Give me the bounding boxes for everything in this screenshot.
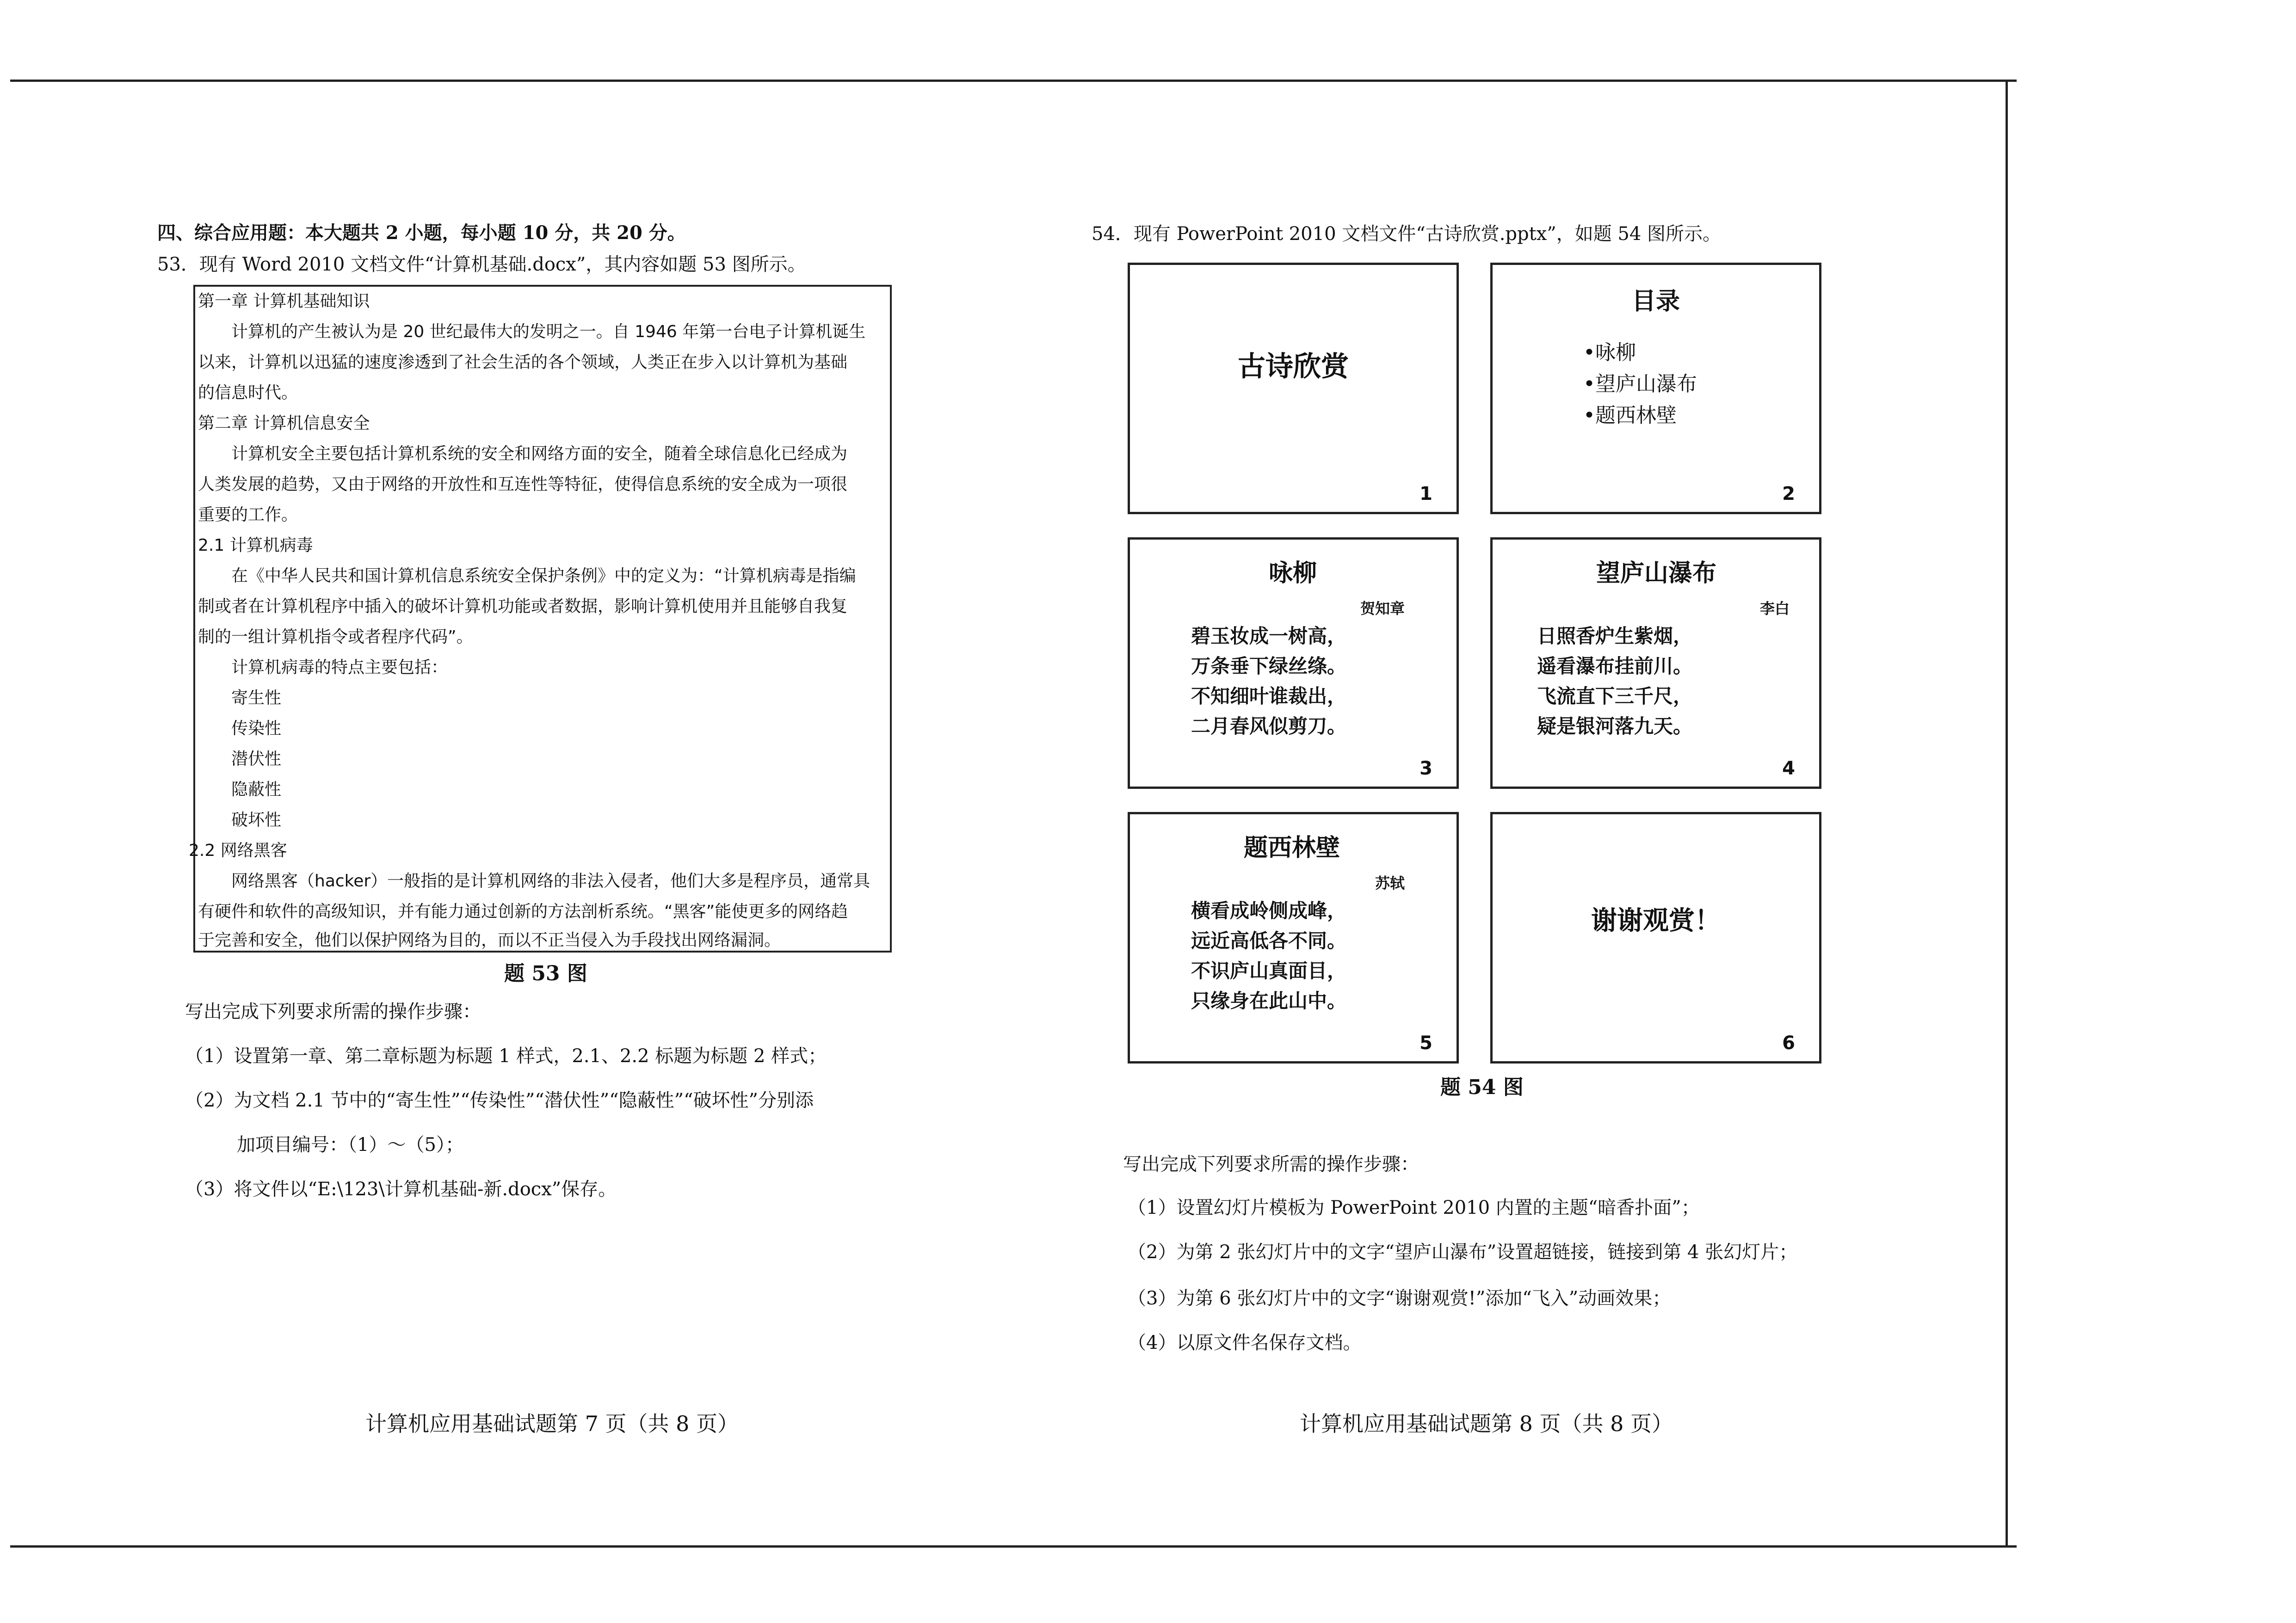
poem-line: 遥看瀑布挂前川。 (1537, 655, 1693, 678)
question-54-intro: 54．现有 PowerPoint 2010 文档文件“古诗欣赏.pptx”，如题 54 图所示。 (1092, 223, 1722, 245)
slide-number: 4 (1782, 758, 1795, 779)
poem-line: 飞流直下三千尺， (1537, 685, 1693, 708)
steps-prompt: 写出完成下列要求所需的操作步骤： (185, 1001, 481, 1022)
steps-prompt: 写出完成下列要求所需的操作步骤： (1123, 1154, 1419, 1175)
page-footer: 计算机应用基础试题第 8 页（共 8 页） (1300, 1411, 1673, 1436)
doc-heading-2-1: 2.1 计算机病毒 (198, 536, 313, 555)
poem-line: 日照香炉生紫烟， (1537, 625, 1693, 647)
doc-paragraph-line: 网络黑客（hacker）一般指的是计算机网络的非法入侵者，他们大多是程序员，通常具 (231, 872, 870, 891)
word-document-figure (189, 285, 892, 953)
doc-paragraph-line: 制的一组计算机指令或者程序代码”。 (198, 627, 473, 646)
slide-bullet: •望庐山瀑布 (1583, 372, 1697, 396)
slide-number: 1 (1420, 483, 1432, 504)
slide-thumbnail (1128, 537, 1459, 789)
section-title: 四、综合应用题：本大题共 2 小题，每小题 10 分，共 20 分。 (157, 222, 686, 244)
doc-paragraph-line: 重要的工作。 (198, 505, 298, 524)
figure-54-caption: 题 54 图 (1440, 1076, 1524, 1099)
poem-line: 横看成岭侧成峰， (1191, 899, 1347, 922)
doc-paragraph-line: 的信息时代。 (198, 383, 298, 402)
doc-feature-item: 隐蔽性 (231, 780, 282, 799)
slide-title: 古诗欣赏 (1238, 350, 1349, 383)
slide-number: 6 (1782, 1033, 1795, 1054)
doc-feature-item: 寄生性 (231, 689, 282, 707)
doc-paragraph-line: 计算机的产生被认为是 20 世纪最伟大的发明之一。自 1946 年第一台电子计算机诞生 (231, 322, 866, 341)
question-53-intro: 53．现有 Word 2010 文档文件“计算机基础.docx”，其内容如题 53 图所示。 (157, 254, 806, 275)
doc-feature-item: 传染性 (231, 719, 282, 738)
poem-line: 疑是银河落九天。 (1537, 715, 1693, 738)
poem-line: 万条垂下绿丝绦。 (1191, 655, 1347, 678)
slide-number: 3 (1420, 758, 1432, 779)
doc-paragraph-line: 有硬件和软件的高级知识，并有能力通过创新的方法剖析系统。“黑客”能使更多的网络趋 (198, 902, 848, 921)
poem-line: 不知细叶谁裁出， (1191, 685, 1347, 708)
slide-title: 咏柳 (1269, 559, 1317, 587)
doc-paragraph-line: 在《中华人民共和国计算机信息系统安全保护条例》中的定义为：“计算机病毒是指编 (231, 566, 856, 585)
doc-paragraph-line: 计算机病毒的特点主要包括： (231, 658, 448, 677)
slide-title: 谢谢观赏！ (1591, 906, 1721, 936)
slide-title: 题西林壁 (1244, 834, 1340, 862)
doc-feature-item: 破坏性 (231, 811, 282, 830)
slide-thumbnail (1490, 812, 1821, 1064)
slide-number: 5 (1420, 1033, 1432, 1054)
doc-feature-item: 潜伏性 (231, 750, 282, 768)
slide-bullet: •题西林壁 (1583, 404, 1677, 427)
poem-line: 碧玉妆成一树高， (1191, 625, 1347, 647)
slide-bullet: •咏柳 (1583, 341, 1636, 364)
slide-thumbnail (1128, 263, 1459, 514)
doc-paragraph-line: 制或者在计算机程序中插入的破坏计算机功能或者数据，影响计算机使用并且能够自我复 (198, 597, 848, 616)
slide-thumbnail (1490, 263, 1821, 514)
slide-poem (1537, 621, 1692, 741)
bottom-border-line (10, 1545, 2017, 1548)
step-item: （1）设置第一章、第二章标题为标题 1 样式，2.1、2.2 标题为标题 2 样式； (185, 1045, 827, 1067)
step-item: （1）设置幻灯片模板为 PowerPoint 2010 内置的主题“暗香扑面”； (1128, 1197, 1700, 1218)
poem-line: 只缘身在此山中。 (1191, 990, 1347, 1013)
step-item: （3）为第 6 张幻灯片中的文字“谢谢观赏!”添加“飞入”动画效果； (1128, 1288, 1671, 1309)
page-footer: 计算机应用基础试题第 7 页（共 8 页） (365, 1411, 739, 1436)
right-border-line (2006, 80, 2008, 1548)
slide-thumbnail (1128, 812, 1459, 1064)
slide-author: 李白 (1759, 600, 1790, 617)
doc-heading-chapter1: 第一章 计算机基础知识 (198, 292, 370, 311)
doc-paragraph-line: 以来，计算机以迅猛的速度渗透到了社会生活的各个领域，人类正在步入以计算机为基础 (198, 353, 848, 372)
figure-53-caption: 题 53 图 (504, 962, 587, 985)
slide-poem (1191, 896, 1346, 1016)
step-item: （2）为文档 2.1 节中的“寄生性”“传染性”“潜伏性”“隐蔽性”“破坏性”分别添 (185, 1090, 814, 1111)
step-item: 加项目编号：（1）～（5）； (237, 1134, 464, 1156)
doc-paragraph-line: 人类发展的趋势，又由于网络的开放性和互连性等特征，使得信息系统的安全成为一项很 (198, 475, 848, 494)
step-item: （4）以原文件名保存文档。 (1128, 1332, 1362, 1353)
slide-title: 望庐山瀑布 (1596, 559, 1717, 587)
step-item: （2）为第 2 张幻灯片中的文字“望庐山瀑布”设置超链接，链接到第 4 张幻灯片； (1128, 1242, 1798, 1263)
top-border-line (10, 80, 2017, 82)
doc-paragraph-line: 计算机安全主要包括计算机系统的安全和网络方面的安全，随着全球信息化已经成为 (231, 444, 848, 463)
doc-paragraph-line: 于完善和安全，他们以保护网络为目的，而以不正当侵入为手段找出网络漏洞。 (198, 931, 781, 950)
doc-heading-chapter2: 第二章 计算机信息安全 (198, 414, 370, 433)
poem-line: 二月春风似剪刀。 (1191, 715, 1347, 738)
slide-title: 目录 (1631, 288, 1680, 315)
slide-poem (1191, 621, 1346, 741)
doc-heading-2-2: 2.2 网络黑客 (189, 841, 287, 860)
slide-thumbnail (1490, 537, 1821, 789)
poem-line: 不识庐山真面目， (1191, 959, 1347, 983)
slide-author: 贺知章 (1360, 600, 1405, 617)
slide-number: 2 (1782, 483, 1795, 504)
poem-line: 远近高低各不同。 (1191, 929, 1347, 953)
slide-author: 苏轼 (1375, 874, 1405, 892)
step-item: （3）将文件以“E:\123\计算机基础-新.docx”保存。 (185, 1179, 617, 1200)
